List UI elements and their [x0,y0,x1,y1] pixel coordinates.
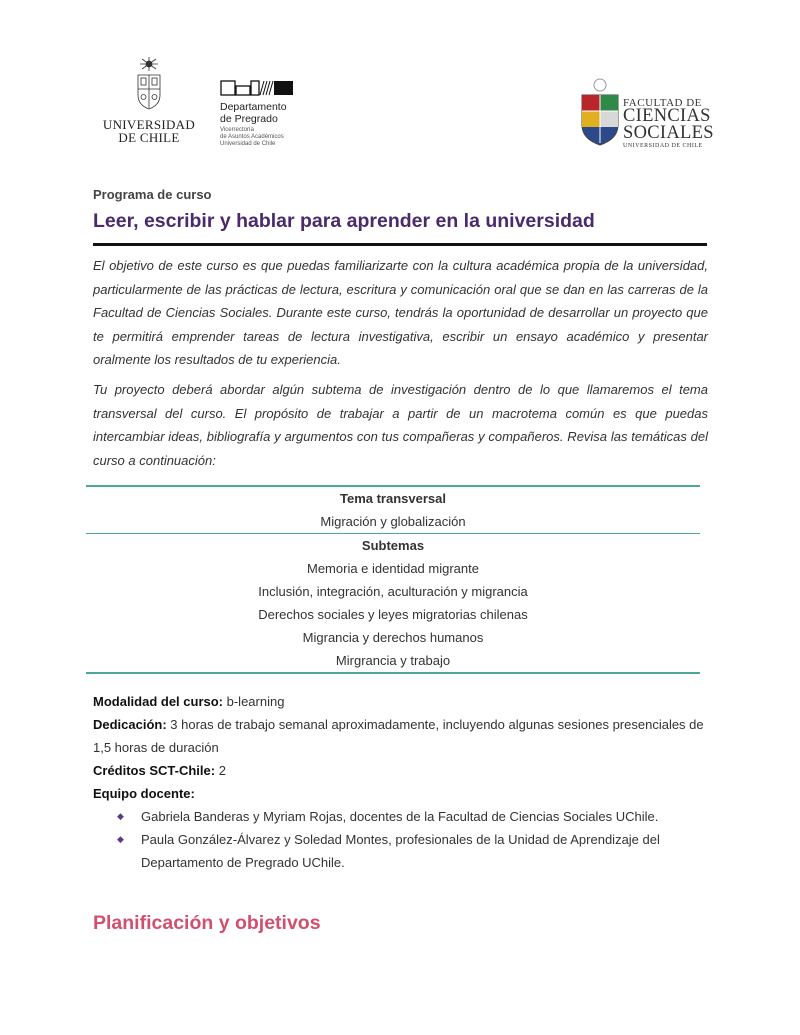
pregrado-squares-icon [220,80,294,96]
list-item [93,805,708,828]
uchile-name-line2: DE CHILE [118,130,180,145]
dedicacion-row [93,713,708,759]
title-rule [93,243,707,246]
course-details [93,690,708,874]
departamento-pregrado-logo [220,80,330,148]
table-rule-bottom [86,672,700,674]
uchile-crest-icon [124,55,174,113]
universidad-de-chile-logo [100,55,198,144]
modalidad-row [93,690,708,713]
equipo-list [93,805,708,874]
equipo-row [93,782,708,805]
diamond-bullet-icon: ◆ [117,834,124,844]
depto-name-line1: Departamento [220,101,287,113]
subtema-item: Migrancia y derechos humanos [302,630,484,645]
depto-sub-line2: de Asuntos Académicos [220,134,284,140]
dedicacion-label: Dedicación: [93,717,167,732]
creditos-value: 2 [215,763,226,778]
subtema-item: Memoria e identidad migrante [307,561,479,576]
subtema-item: Inclusión, integración, aculturación y migrancia [258,584,528,599]
equipo-item-text: Paula González-Álvarez y Soledad Montes, profesionales de la Unidad de Aprendizaje del Departamento de Pregrado UChile. [141,832,660,870]
subtema-item: Derechos sociales y leyes migratorias chilenas [258,607,528,622]
facso-line1: FACULTAD DE [623,97,702,109]
page-header [0,55,800,155]
creditos-label: Créditos SCT-Chile: [93,763,216,778]
modalidad-label: Modalidad del curso: [93,694,224,709]
program-kicker: Programa de curso [93,187,212,202]
creditos-row [93,759,708,782]
facso-line2: CIENCIAS [623,106,711,126]
uchile-name-line1: UNIVERSIDAD [102,117,196,132]
equipo-label: Equipo docente: [93,786,195,801]
list-item [93,828,708,874]
facultad-ciencias-sociales-logo [580,77,720,157]
table-header-subtemas: Subtemas [361,538,425,553]
table-value-tema: Migración y globalización [320,513,466,529]
intro-paragraph-1: El objetivo de este curso es que puedas familiarizarte con la cultura académica propia de la universidad, particularmente de las prácticas de lectura, escritura y comunicación oral que se dan en las carreras de la Facultad de Ciencias Sociales. Durante este curso, tendrás la oportunidad de desarrollar un proyecto que te permitirá emprender tareas de lectura investigativa, escribir un ensayo académico y presentar oralmente los resultados de tu experiencia. [93,258,708,367]
modalidad-value: b-learning [223,694,285,709]
diamond-bullet-icon: ◆ [117,811,124,821]
facso-line3: SOCIALES [623,123,714,143]
intro-paragraph-2: Tu proyecto deberá abordar algún subtema de investigación dentro de lo que llamaremos el tema transversal del curso. El propósito de trabajar a partir de un macrotema común es que puedas intercambiar ideas, bibliografía y argumentos con tus compañeras y compañeros. Revisa las temáticas del curso a continuación: [93,382,708,468]
facso-shield-icon [580,77,620,147]
depto-sub-line3: Universidad de Chile [220,141,276,147]
facso-line4: UNIVERSIDAD DE CHILE [623,143,703,149]
table-header-tema: Tema transversal [340,490,446,506]
equipo-item-text: Gabriela Banderas y Myriam Rojas, docentes de la Facultad de Ciencias Sociales UChile. [141,809,659,824]
section-title-planificacion: Planificación y objetivos [93,912,321,934]
themes-table [86,485,700,674]
subtema-item: Mirgrancia y trabajo [335,653,451,668]
depto-name-line2: de Pregrado [220,113,278,125]
depto-sub-line1: Vicerrectoría [220,127,254,133]
page-title: Leer, escribir y hablar para aprender en la universidad [93,210,595,232]
dedicacion-value: 3 horas de trabajo semanal aproximadamente, incluyendo algunas sesiones presenciales de 1,5 horas de duración [93,717,704,755]
